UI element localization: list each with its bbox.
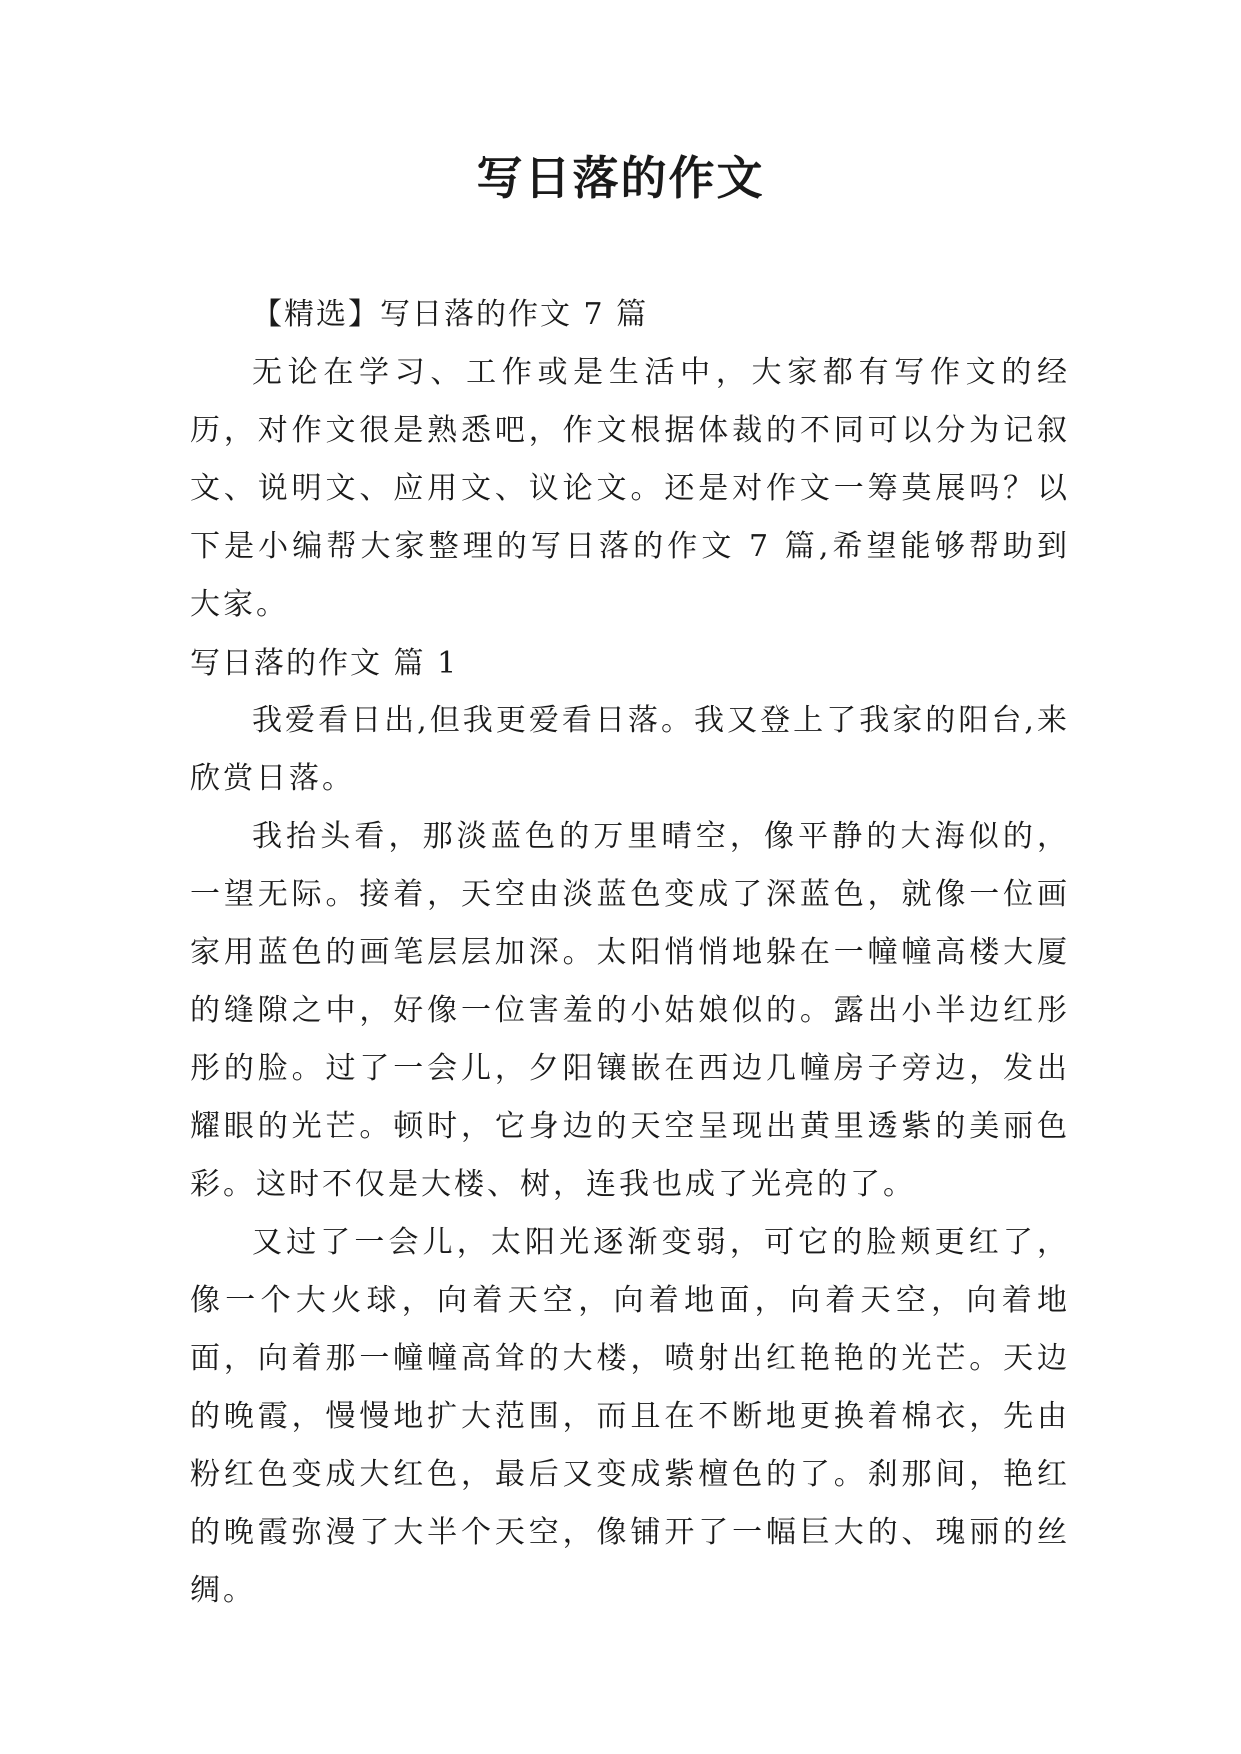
essay-paragraph: 我抬头看，那淡蓝色的万里晴空，像平静的大海似的，一望无际。接着，天空由淡蓝色变成了深蓝色，就像一位画家用蓝色的画笔层层加深。太阳悄悄地躲在一幢幢高楼大厦的缝隙之中，好像一位害羞的小姑娘似的。露出小半边红彤彤的脸。过了一会儿，夕阳镶嵌在西边几幢房子旁边，发出耀眼的光芒。顿时，它身边的天空呈现出黄里透紫的美丽色彩。这时不仅是大楼、树，连我也成了光亮的了。 bbox=[190, 819, 1070, 1202]
intro-block bbox=[190, 344, 1070, 634]
intro-paragraph: 无论在学习、工作或是生活中，大家都有写作文的经历，对作文很是熟悉吧，作文根据体裁的不同可以分为记叙文、说明文、应用文、议论文。还是对作文一筹莫展吗？以下是小编帮大家整理的写日落的作文 7 篇,希望能够帮助到大家。 bbox=[190, 355, 1070, 622]
document-subtitle: 【精选】写日落的作文 7 篇 bbox=[252, 297, 649, 332]
document-title: 写日落的作文 bbox=[476, 151, 765, 205]
essay-paragraph: 我爱看日出,但我更爱看日落。我又登上了我家的阳台,来欣赏日落。 bbox=[190, 703, 1070, 796]
essay-body bbox=[190, 692, 1070, 1620]
essay-paragraph: 又过了一会儿，太阳光逐渐变弱，可它的脸颊更红了，像一个大火球，向着天空，向着地面，向着天空，向着地面，向着那一幢幢高耸的大楼，喷射出红艳艳的光芒。天边的晚霞，慢慢地扩大范围，而且在不断地更换着棉衣，先由粉红色变成大红色，最后又变成紫檀色的了。刹那间，艳红的晚霞弥漫了大半个天空，像铺开了一幅巨大的、瑰丽的丝绸。 bbox=[190, 1225, 1070, 1608]
section-heading: 写日落的作文 篇 1 bbox=[190, 646, 459, 681]
